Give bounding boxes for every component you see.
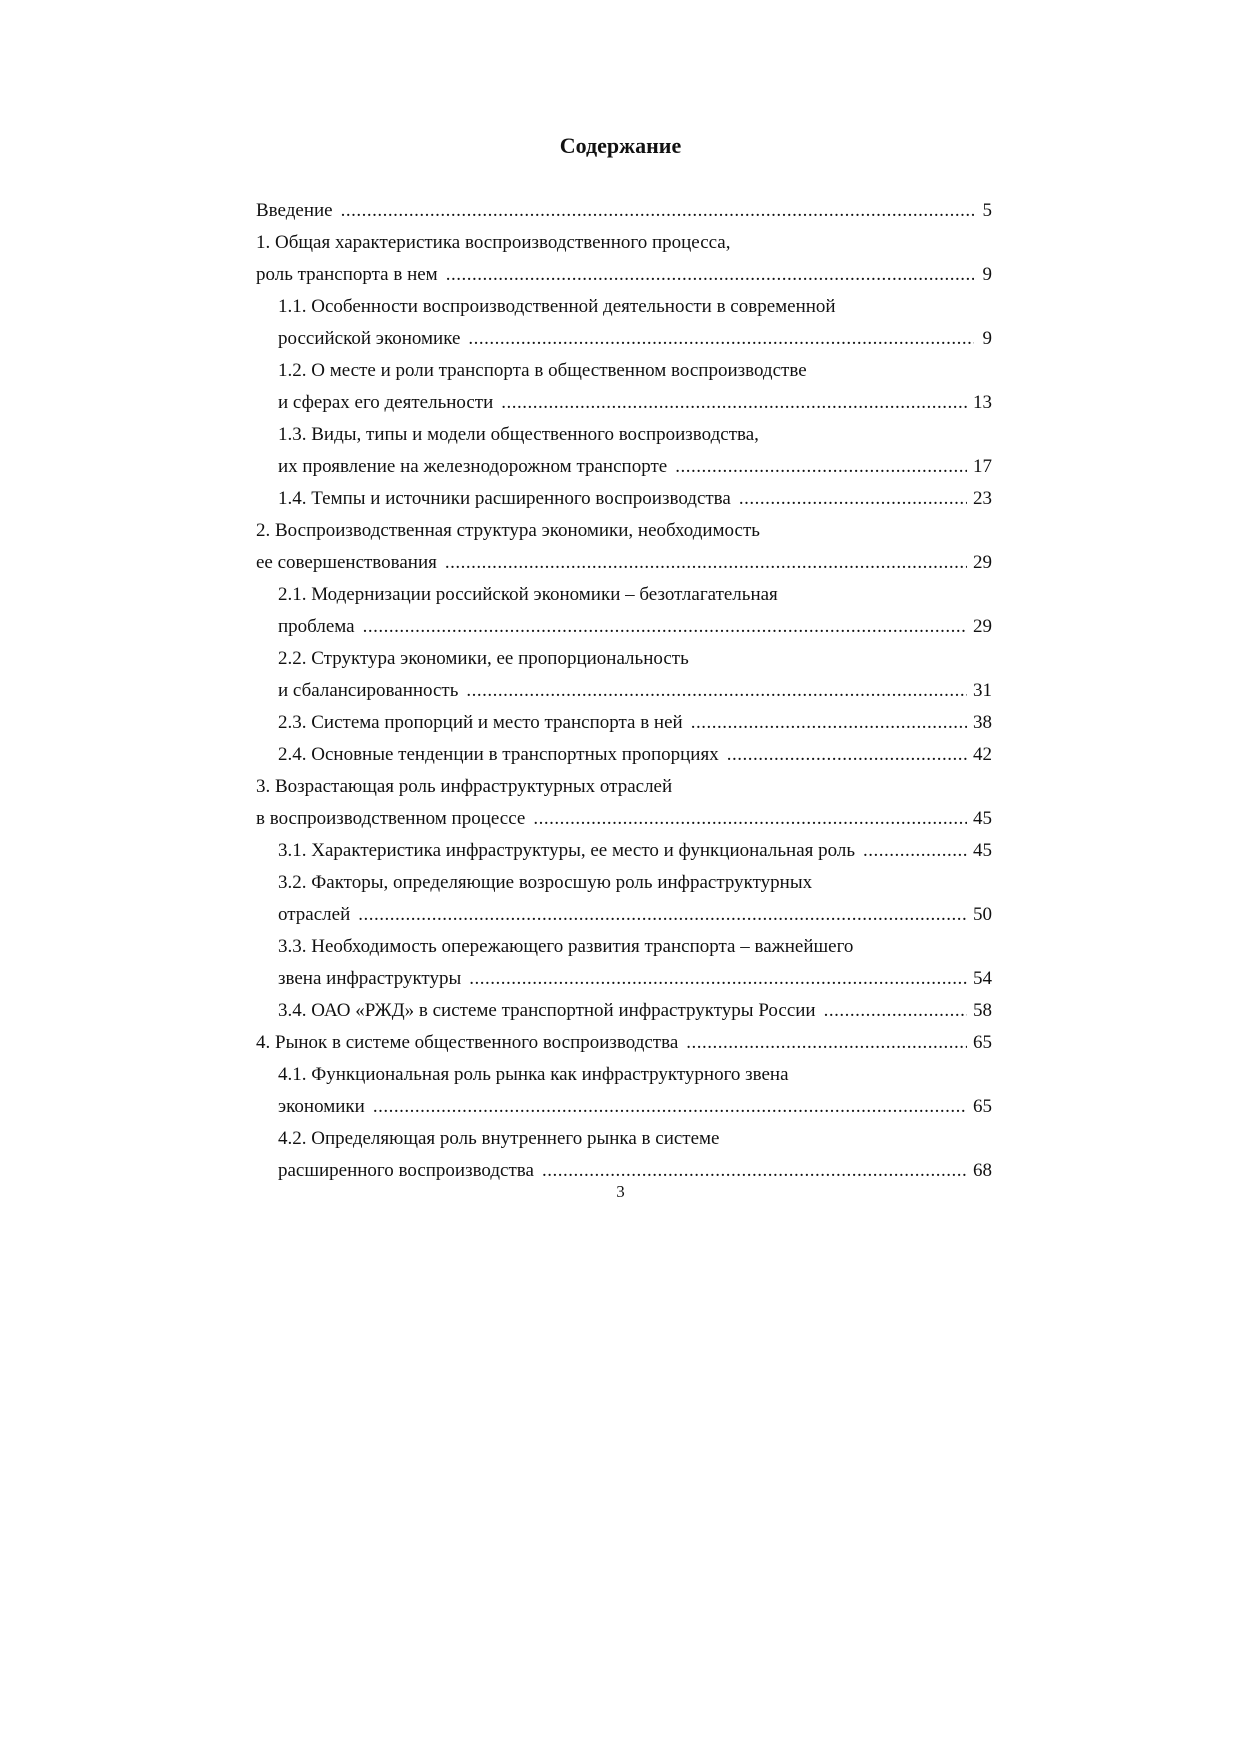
toc-entry-title: 4.2. Определяющая роль внутреннего рынка в системе: [278, 1128, 720, 1149]
toc-entry-title: роль транспорта в нем: [256, 264, 438, 285]
toc-entry-line: [256, 227, 992, 259]
toc-entry-title: 3.3. Необходимость опережающего развития транспорта – важнейшего: [278, 936, 854, 957]
toc-page-number: 45: [973, 808, 992, 829]
toc-entry-line: [278, 483, 992, 515]
toc-entry[interactable]: [256, 1027, 992, 1059]
toc-entry-title: 3.1. Характеристика инфраструктуры, ее место и функциональная роль: [278, 840, 856, 861]
toc-entry-title: 1.4. Темпы и источники расширенного воспроизводства: [278, 488, 731, 509]
toc-entry[interactable]: [256, 707, 992, 739]
toc-entry[interactable]: [256, 931, 992, 995]
toc-entry-title: экономики: [278, 1096, 365, 1117]
toc-entry-line: [256, 195, 992, 227]
toc-entry[interactable]: [256, 419, 992, 483]
toc-page-number: 54: [973, 968, 992, 989]
toc-page-number: 58: [973, 1000, 992, 1021]
dot-leader: [373, 1091, 967, 1123]
toc-entry-title: 2. Воспроизводственная структура экономики, необходимость: [256, 520, 760, 541]
toc-entry-title: их проявление на железнодорожном транспорте: [278, 456, 668, 477]
page-number: 3: [616, 1182, 625, 1201]
toc-page-number: 9: [982, 264, 992, 285]
toc-entry-title: 2.1. Модернизации российской экономики – безотлагательная: [278, 584, 778, 605]
dot-leader: [501, 387, 967, 419]
toc-entry-title: 1.2. О месте и роли транспорта в общественном воспроизводстве: [278, 360, 807, 381]
toc-page-number: 23: [973, 488, 992, 509]
toc-entry-line: [278, 707, 992, 739]
toc-entry-title: расширенного воспроизводства: [278, 1160, 534, 1181]
dot-leader: [533, 803, 967, 835]
toc-entry[interactable]: [256, 739, 992, 771]
dot-leader: [468, 323, 974, 355]
toc-entry-title: российской экономике: [278, 328, 461, 349]
toc-entry[interactable]: [256, 355, 992, 419]
toc-entry-title: проблема: [278, 616, 355, 637]
toc-entry[interactable]: [256, 1123, 992, 1187]
toc-entry-line: [256, 1027, 992, 1059]
toc-entry-line: [278, 835, 992, 867]
toc-entry-line: [278, 899, 992, 931]
toc-entry-line: [278, 931, 992, 963]
toc-page-number: 29: [973, 552, 992, 573]
page-title: Содержание: [559, 133, 682, 158]
dot-leader: [727, 739, 967, 771]
toc-page-number: 65: [973, 1096, 992, 1117]
toc-entry-title: и сферах его деятельности: [278, 392, 494, 413]
toc-entry-line: [278, 643, 992, 675]
toc-entry-line: [278, 995, 992, 1027]
toc-entry[interactable]: [256, 835, 992, 867]
toc-entry-line: [278, 291, 992, 323]
dot-leader: [675, 451, 967, 483]
toc-entry-line: [278, 579, 992, 611]
toc-entry-title: 2.2. Структура экономики, ее пропорциональность: [278, 648, 689, 669]
toc-entry[interactable]: [256, 515, 992, 579]
toc-page-number: 65: [973, 1032, 992, 1053]
toc-entry-line: [278, 675, 992, 707]
toc-entry-title: 1.3. Виды, типы и модели общественного воспроизводства,: [278, 424, 759, 445]
toc-entry[interactable]: [256, 483, 992, 515]
toc-page-number: 5: [982, 200, 992, 221]
toc-entry-line: [278, 1091, 992, 1123]
toc-entry-title: 4.1. Функциональная роль рынка как инфраструктурного звена: [278, 1064, 789, 1085]
toc-entry-line: [278, 963, 992, 995]
toc-entry-line: [278, 451, 992, 483]
dot-leader: [739, 483, 967, 515]
toc-page-number: 17: [973, 456, 992, 477]
toc-entry[interactable]: [256, 579, 992, 643]
dot-leader: [363, 611, 967, 643]
toc-page-number: 38: [973, 712, 992, 733]
toc-entry[interactable]: [256, 291, 992, 355]
toc-entry[interactable]: [256, 867, 992, 931]
dot-leader: [863, 835, 967, 867]
dot-leader: [466, 675, 967, 707]
toc-page-number: 9: [982, 328, 992, 349]
toc-entry[interactable]: [256, 1059, 992, 1123]
toc-entry-line: [256, 259, 992, 291]
toc-page-number: 29: [973, 616, 992, 637]
toc-entry-line: [256, 803, 992, 835]
dot-leader: [469, 963, 967, 995]
toc-entry-title: в воспроизводственном процессе: [256, 808, 526, 829]
toc-entry-title: и сбалансированность: [278, 680, 459, 701]
toc-page-number: 31: [973, 680, 992, 701]
toc-entry-title: 2.4. Основные тенденции в транспортных пропорциях: [278, 744, 719, 765]
toc-entry[interactable]: [256, 195, 992, 227]
toc-page-number: 68: [973, 1160, 992, 1181]
toc-entry-line: [278, 867, 992, 899]
toc-entry[interactable]: [256, 643, 992, 707]
toc-entry[interactable]: [256, 995, 992, 1027]
toc-entry-line: [278, 1059, 992, 1091]
table-of-contents: [256, 195, 992, 1187]
toc-entry-line: [256, 547, 992, 579]
toc-entry-line: [278, 611, 992, 643]
toc-page-number: 50: [973, 904, 992, 925]
toc-page-number: 42: [973, 744, 992, 765]
toc-page-number: 45: [973, 840, 992, 861]
dot-leader: [686, 1027, 967, 1059]
toc-entry-title: отраслей: [278, 904, 351, 925]
toc-entry-title: 3. Возрастающая роль инфраструктурных отраслей: [256, 776, 673, 797]
toc-entry[interactable]: [256, 771, 992, 835]
toc-entry-title: звена инфраструктуры: [278, 968, 462, 989]
toc-entry-title: ее совершенствования: [256, 552, 437, 573]
dot-leader: [824, 995, 967, 1027]
toc-entry-line: [278, 419, 992, 451]
toc-entry-line: [256, 515, 992, 547]
toc-entry-line: [278, 387, 992, 419]
toc-entry-title: 4. Рынок в системе общественного воспроизводства: [256, 1032, 679, 1053]
toc-entry-title: 1.1. Особенности воспроизводственной деятельности в современной: [278, 296, 836, 317]
toc-entry-line: [278, 355, 992, 387]
toc-entry-line: [278, 323, 992, 355]
dot-leader: [691, 707, 967, 739]
dot-leader: [446, 259, 974, 291]
toc-entry-title: 2.3. Система пропорций и место транспорта в ней: [278, 712, 683, 733]
toc-entry-title: 3.2. Факторы, определяющие возросшую роль инфраструктурных: [278, 872, 813, 893]
toc-entry-title: 1. Общая характеристика воспроизводственного процесса,: [256, 232, 731, 253]
toc-entry[interactable]: [256, 227, 992, 291]
dot-leader: [341, 195, 974, 227]
toc-entry-line: [256, 771, 992, 803]
toc-entry-title: Введение: [256, 200, 333, 221]
dot-leader: [445, 547, 967, 579]
toc-entry-line: [278, 739, 992, 771]
dot-leader: [358, 899, 967, 931]
toc-entry-line: [278, 1123, 992, 1155]
toc-page-number: 13: [973, 392, 992, 413]
toc-entry-title: 3.4. ОАО «РЖД» в системе транспортной инфраструктуры России: [278, 1000, 816, 1021]
